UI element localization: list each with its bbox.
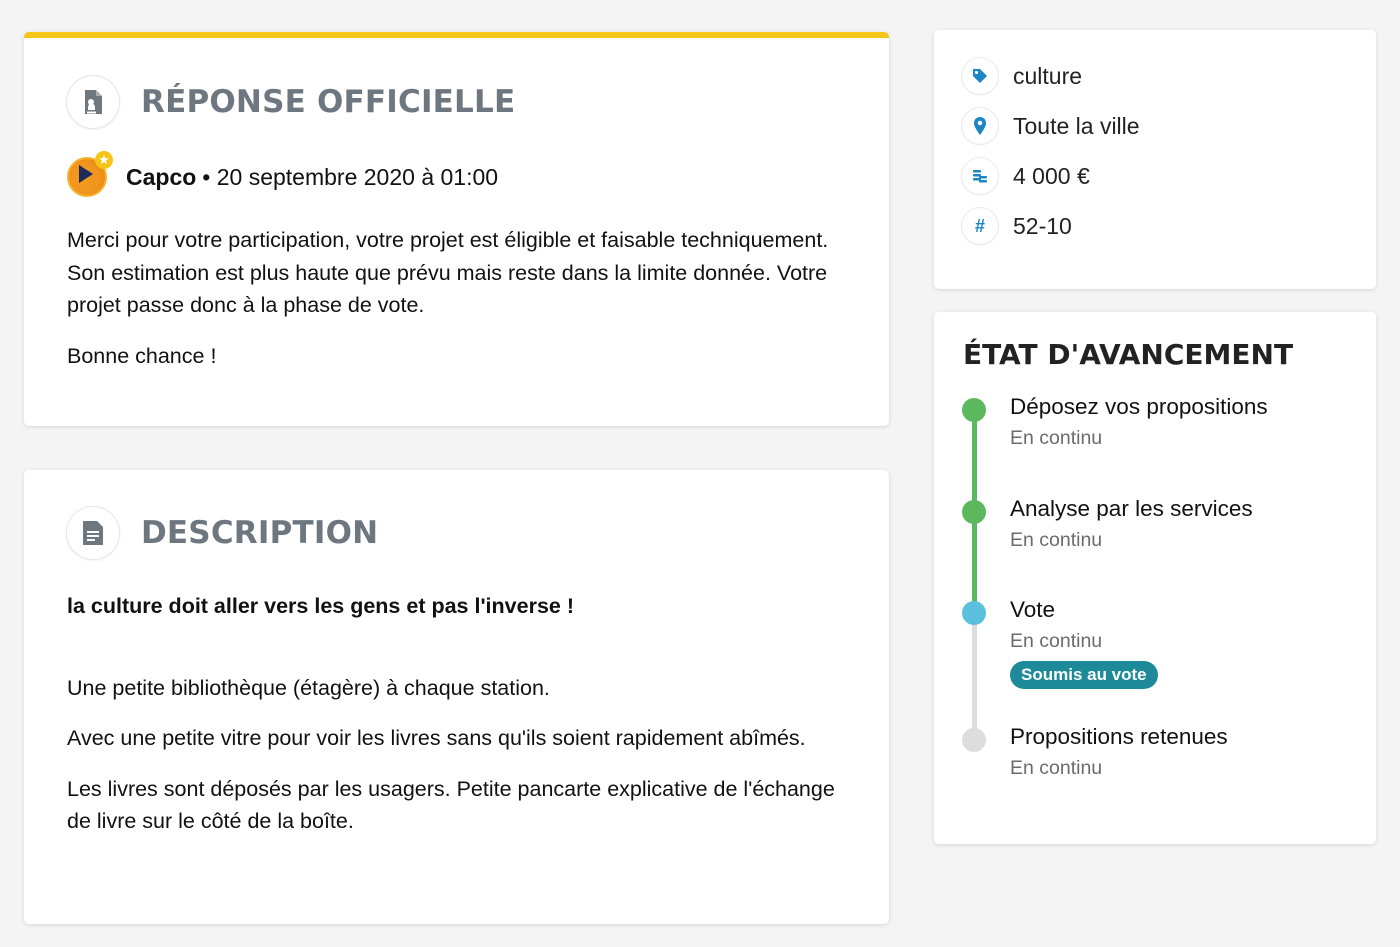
step-dot-done bbox=[962, 500, 986, 524]
author-avatar[interactable] bbox=[67, 152, 110, 197]
step-subtitle: En continu bbox=[1010, 630, 1103, 652]
meta-budget bbox=[962, 158, 1090, 194]
description-paragraph: Les livres sont déposés par les usagers. Petite pancarte explicative de l'échange de livre sur le côté de la boîte. bbox=[67, 776, 835, 833]
theme-label[interactable]: culture bbox=[1013, 62, 1083, 89]
document-icon bbox=[67, 507, 119, 559]
star-badge-icon: ★ bbox=[95, 151, 113, 169]
step-title: Vote bbox=[1010, 597, 1056, 622]
response-paragraph: Bonne chance ! bbox=[67, 343, 217, 368]
description-paragraph: Avec une petite vitre pour voir les livres sans qu'ils soient rapidement abîmés. bbox=[67, 726, 806, 750]
play-logo-icon bbox=[79, 165, 93, 183]
description-title: DESCRIPTION bbox=[141, 515, 379, 551]
description-body bbox=[67, 590, 847, 856]
coins-icon bbox=[962, 158, 998, 194]
step-dot-done bbox=[962, 398, 986, 422]
progress-track-upcoming bbox=[972, 613, 977, 741]
official-response-title: RÉPONSE OFFICIELLE bbox=[141, 84, 516, 120]
progress-card bbox=[934, 312, 1376, 844]
progress-title: ÉTAT D'AVANCEMENT bbox=[963, 338, 1294, 371]
description-paragraph: Une petite bibliothèque (étagère) à chaque station. bbox=[67, 675, 550, 700]
official-document-icon bbox=[67, 76, 119, 128]
author-line bbox=[67, 152, 499, 197]
budget-label: 4 000 € bbox=[1013, 162, 1090, 189]
step-subtitle: En continu bbox=[1010, 529, 1103, 551]
vote-status-badge: Soumis au vote bbox=[1010, 661, 1158, 689]
description-card bbox=[24, 470, 889, 924]
location-label: Toute la ville bbox=[1013, 112, 1140, 139]
hash-icon: # bbox=[962, 208, 998, 244]
step-dot-current bbox=[962, 601, 986, 625]
step-title: Propositions retenues bbox=[1010, 724, 1228, 749]
response-paragraph: Merci pour votre participation, votre projet est éligible et faisable techniquement. Son estimation est plus haute que prévu mais reste dans la limite donnée. Votre projet passe donc à la phase de vote. bbox=[67, 228, 829, 317]
official-response-header bbox=[67, 76, 515, 128]
meta-theme[interactable] bbox=[962, 58, 1082, 94]
meta-reference bbox=[962, 208, 1072, 244]
official-response-body bbox=[67, 224, 847, 390]
official-response-card bbox=[24, 32, 889, 426]
step-title: Déposez vos propositions bbox=[1010, 394, 1268, 419]
step-title: Analyse par les services bbox=[1010, 496, 1253, 521]
location-pin-icon bbox=[962, 108, 998, 144]
response-date: • 20 septembre 2020 à 01:00 bbox=[202, 163, 499, 190]
description-header bbox=[67, 507, 378, 559]
step-subtitle: En continu bbox=[1010, 757, 1103, 779]
step-subtitle: En continu bbox=[1010, 427, 1103, 449]
meta-location bbox=[962, 108, 1140, 144]
step-dot-upcoming bbox=[962, 728, 986, 752]
proposal-meta-card bbox=[934, 30, 1376, 289]
tag-icon bbox=[962, 58, 998, 94]
author-name[interactable]: Capco bbox=[126, 163, 197, 190]
description-lead: la culture doit aller vers les gens et pas l'inverse ! bbox=[67, 594, 574, 618]
reference-label: 52-10 bbox=[1013, 212, 1072, 239]
